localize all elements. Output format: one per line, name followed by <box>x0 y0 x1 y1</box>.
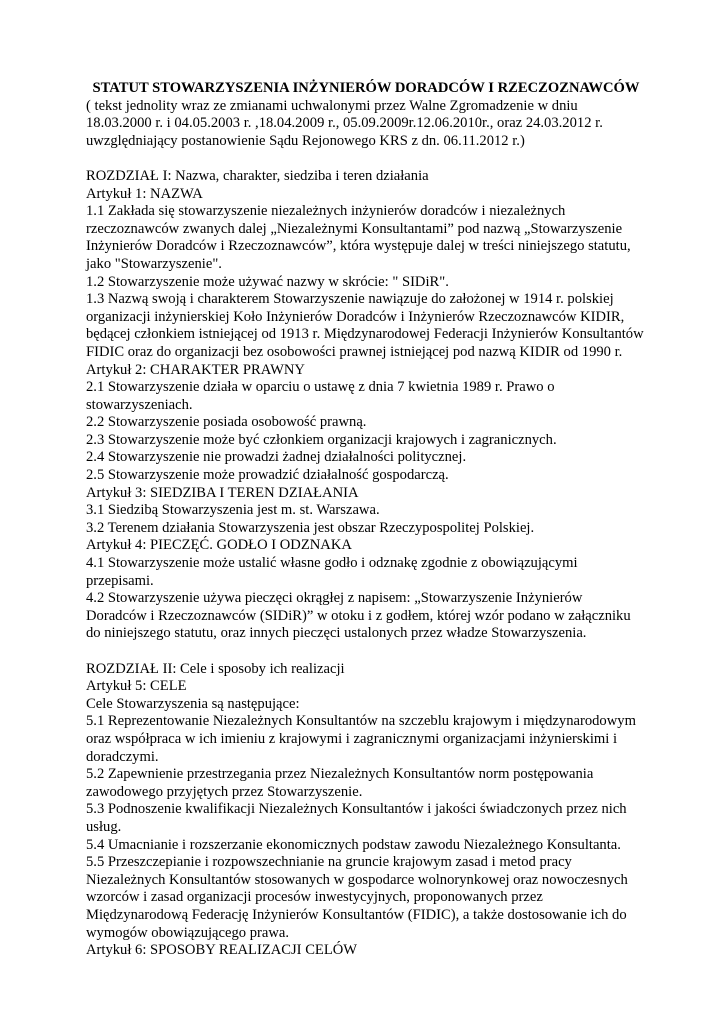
paragraph-4-1: 4.1 Stowarzyszenie może ustalić własne godło i odznakę zgodnie z obowiązującymi przepisami. <box>86 555 578 589</box>
paragraph-1-3: 1.3 Nazwą swoją i charakterem Stowarzyszenie nawiązuje do założonej w 1914 r. polskiej organizacji inżynierskiej Koło Inżynierów Doradców i Inżynierów Rzeczoznawców KIDIR, będącej członkiem istniejącej od 1913 r. Międzynarodowej Federacji Inżynierów Konsultantów FIDIC oraz do organizacji bez osobowości prawnej istniejącej pod nazwą KIDIR od 1990 r. <box>86 291 644 360</box>
paragraph-5-5: 5.5 Przeszczepianie i rozpowszechnianie na gruncie krajowym zasad i metod pracy Niezależnych Konsultantów stosowanych w gospodarce wolnorynkowej oraz nowoczesnych wzorców i zasad organizacji procesów inwestycyjnych, proponowanych przez Międzynarodową Federację Inżynierów Konsultantów (FIDIC), a także dostosowanie ich do wymogów obowiązującego prawa. <box>86 854 628 941</box>
article-3-heading: Artykuł 3: SIEDZIBA I TEREN DZIAŁANIA <box>86 484 359 501</box>
paragraph-5-3: 5.3 Podnoszenie kwalifikacji Niezależnych Konsultantów i jakości świadczonych przez nich usług. <box>86 801 627 835</box>
chapter-1-heading: ROZDZIAŁ I: Nazwa, charakter, siedziba i teren działania <box>86 167 429 184</box>
document-intro: ( tekst jednolity wraz ze zmianami uchwalonymi przez Walne Zgromadzenie w dniu 18.03.2000 r. i 04.05.2003 r. ,18.04.2009 r., 05.09.2009r.12.06.2010r., oraz 24.03.2012 r. uwzględniający postanowienie Sądu Rejonowego KRS z dn. 06.11.2012 r.) <box>86 97 603 149</box>
paragraph-4-2: 4.2 Stowarzyszenie używa pieczęci okrągłej z napisem: „Stowarzyszenie Inżynierów Doradców i Rzeczoznawców (SIDiR)” w otoku i z godłem, której wzór podano w załączniku do niniejszego statutu, oraz innych pieczęci ustalonych przez władze Stowarzyszenia. <box>86 590 631 642</box>
article-2-heading: Artykuł 2: CHARAKTER PRAWNY <box>86 361 305 378</box>
goals-intro: Cele Stowarzyszenia są następujące: <box>86 695 300 712</box>
chapter-2-heading: ROZDZIAŁ II: Cele i sposoby ich realizacji <box>86 660 345 677</box>
article-5-heading: Artykuł 5: CELE <box>86 678 187 695</box>
paragraph-2-2: 2.2 Stowarzyszenie posiada osobowość prawną. <box>86 414 367 431</box>
paragraph-3-1: 3.1 Siedzibą Stowarzyszenia jest m. st. Warszawa. <box>86 502 380 519</box>
paragraph-5-2: 5.2 Zapewnienie przestrzegania przez Niezależnych Konsultantów norm postępowania zawodowego przyjętych przez Stowarzyszenie. <box>86 766 594 800</box>
paragraph-2-1: 2.1 Stowarzyszenie działa w oparciu o ustawę z dnia 7 kwietnia 1989 r. Prawo o stowarzyszeniach. <box>86 379 555 413</box>
article-1-heading: Artykuł 1: NAZWA <box>86 185 203 202</box>
paragraph-1-2: 1.2 Stowarzyszenie może używać nazwy w skrócie: " SIDiR". <box>86 273 449 290</box>
spacer <box>86 150 646 168</box>
article-6-heading: Artykuł 6: SPOSOBY REALIZACJI CELÓW <box>86 942 358 959</box>
paragraph-5-1: 5.1 Reprezentowanie Niezależnych Konsultantów na szczeblu krajowym i międzynarodowym oraz współpraca w ich imieniu z krajowymi i zagranicznymi organizacjami inżynierskimi i doradczymi. <box>86 713 636 765</box>
paragraph-3-2: 3.2 Terenem działania Stowarzyszenia jest obszar Rzeczypospolitej Polskiej. <box>86 519 535 536</box>
document-title: STATUT STOWARZYSZENIA INŻYNIERÓW DORADCÓW I RZECZOZNAWCÓW <box>92 80 640 96</box>
document-body <box>86 80 646 960</box>
paragraph-2-5: 2.5 Stowarzyszenie może prowadzić działalność gospodarczą. <box>86 467 449 484</box>
paragraph-1-1: 1.1 Zakłada się stowarzyszenie niezależnych inżynierów doradców i niezależnych rzeczoznawców zwanych dalej „Niezależnymi Konsultantami” pod nazwą „Stowarzyszenie Inżynierów Doradców i Rzeczoznawców”, która występuje dalej w treści niniejszego statutu, jako "Stowarzyszenie". <box>86 203 631 272</box>
paragraph-5-4: 5.4 Umacnianie i rozszerzanie ekonomicznych podstaw zawodu Niezależnego Konsultanta. <box>86 836 621 853</box>
paragraph-2-4: 2.4 Stowarzyszenie nie prowadzi żadnej działalności politycznej. <box>86 449 467 466</box>
spacer <box>86 643 646 661</box>
article-4-heading: Artykuł 4: PIECZĘĆ. GODŁO I ODZNAKA <box>86 537 352 554</box>
paragraph-2-3: 2.3 Stowarzyszenie może być członkiem organizacji krajowych i zagranicznych. <box>86 431 557 448</box>
